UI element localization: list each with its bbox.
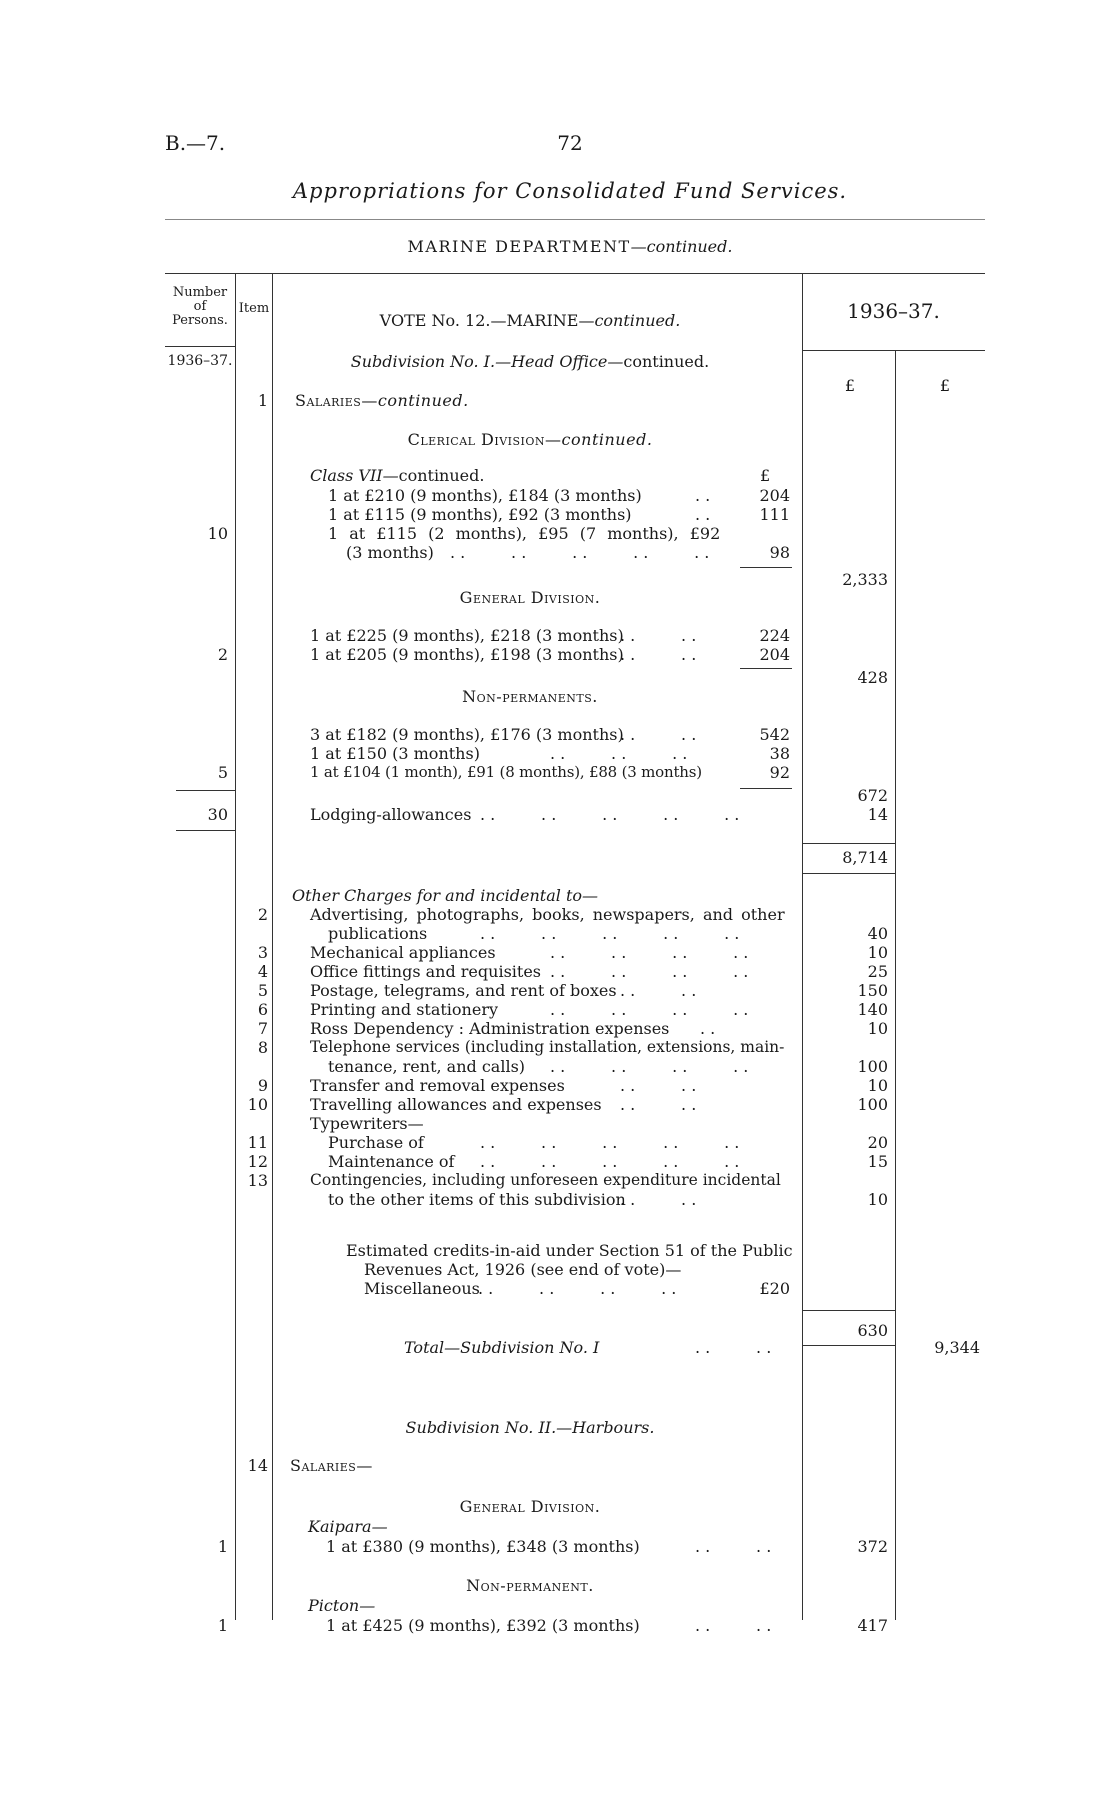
non-permanents-heading: Non-permanents. bbox=[462, 687, 598, 706]
subdivision-2-heading: Subdivision No. II.—Harbours. bbox=[405, 1418, 655, 1437]
year-header-rule bbox=[802, 350, 985, 351]
nonperm-row: 1 at £150 (3 months) . . . . . . 38 bbox=[310, 744, 790, 763]
credits-line-1: Estimated credits-in-aid under Section 51 of the Public bbox=[346, 1241, 793, 1260]
other-charge-row: publications . . . . . . . . . . 40 bbox=[328, 924, 888, 943]
nonperm-subtotal-rule bbox=[740, 788, 792, 789]
clerical-division-heading: Clerical Division—continued. bbox=[407, 430, 653, 449]
subdivision-1-total-row: Total—Subdivision No. I . . . . 9,344 bbox=[404, 1338, 980, 1357]
other-charge-row: 8 Telephone services (including installation, extensions, main- bbox=[257, 1038, 785, 1057]
other-charge-row: 9 Transfer and removal expenses . . . . 10 bbox=[257, 1076, 888, 1095]
other-total-rule bbox=[802, 1310, 895, 1311]
nonperm-row: 3 at £182 (9 months), £176 (3 months) . . . . 542 bbox=[310, 725, 790, 744]
harbours-non-permanent-heading: Non-permanent. bbox=[466, 1576, 594, 1595]
other-charge-row: 4 Office fittings and requisites . . . . . . . . 25 bbox=[257, 962, 888, 981]
other-charges-total: 630 bbox=[857, 1321, 888, 1340]
harbours-general-division-heading: General Division. bbox=[459, 1497, 601, 1516]
persons-header: Number of Persons. bbox=[172, 285, 228, 328]
clerical-row: (3 months) . . . . . . . . . . 98 bbox=[346, 543, 790, 562]
pound-header-1: £ bbox=[844, 376, 856, 395]
general-subtotal-rule bbox=[740, 668, 792, 669]
persons-total-rule bbox=[176, 790, 235, 791]
clerical-subtotal-rule bbox=[740, 567, 792, 568]
nonperm-row: 5 1 at £104 (1 month), £91 (8 months), £88 (3 months) 92 bbox=[217, 763, 790, 782]
other-charge-row: 7 Ross Dependency : Administration expenses . . 10 bbox=[257, 1019, 888, 1038]
other-charge-row: 3 Mechanical appliances . . . . . . . . 10 bbox=[257, 943, 888, 962]
persons-year: 1936–37. bbox=[167, 353, 233, 369]
salaries-row: 1 Salaries—continued. bbox=[257, 391, 469, 410]
other-charge-row: to the other items of this subdivision . . . . 10 bbox=[328, 1190, 888, 1209]
other-charge-row: 6 Printing and stationery . . . . . . . . 140 bbox=[257, 1000, 888, 1019]
clerical-row: 1 at £210 (9 months), £184 (3 months) . . 204 bbox=[328, 486, 790, 505]
persons-bottom-rule bbox=[176, 830, 235, 831]
pound-header-2: £ bbox=[939, 376, 951, 395]
page-number: 72 bbox=[557, 131, 583, 155]
clerical-row: 1 at £115 (9 months), £92 (3 months) . . 111 bbox=[328, 505, 790, 524]
general-row: 2 1 at £205 (9 months), £198 (3 months) . . . . 204 bbox=[217, 645, 790, 664]
other-charge-row: 5 Postage, telegrams, and rent of boxes . . . . 150 bbox=[257, 981, 888, 1000]
pound-sign: £ bbox=[760, 466, 771, 485]
salaries-total-rule-top bbox=[802, 843, 895, 844]
harbours-salaries-row: 14 Salaries— bbox=[247, 1456, 373, 1475]
title-rule bbox=[165, 219, 985, 220]
lodging-row: 30 Lodging-allowances . . . . . . . . . . 14 bbox=[207, 805, 888, 824]
document-code: B.—7. bbox=[165, 131, 226, 155]
other-charge-row: 11 Purchase of . . . . . . . . . . 20 bbox=[247, 1133, 888, 1152]
clerical-row: 10 1 at £115 (2 months), £95 (7 months), £92 bbox=[207, 524, 721, 543]
other-charge-row: 2 Advertising, photographs, books, newspapers, and other bbox=[257, 905, 785, 924]
clerical-total: 2,333 bbox=[842, 570, 888, 589]
year-header: 1936–37. bbox=[847, 299, 940, 323]
other-charges-heading: Other Charges for and incidental to— bbox=[292, 886, 599, 905]
other-charge-row: 10 Travelling allowances and expenses . . . . 100 bbox=[247, 1095, 888, 1114]
picton-row: 1 1 at £425 (9 months), £392 (3 months) . . . . 417 bbox=[217, 1616, 888, 1635]
salaries-total-rule-bottom bbox=[802, 873, 895, 874]
credits-row: Miscellaneous . . . . . . . . £20 bbox=[364, 1279, 790, 1298]
credits-line-2: Revenues Act, 1926 (see end of vote)— bbox=[364, 1260, 682, 1279]
kaipara-row: 1 1 at £380 (9 months), £348 (3 months) . . . . 372 bbox=[217, 1537, 888, 1556]
class-vii-label: Class VII—continued. bbox=[310, 466, 485, 485]
general-row: 1 at £225 (9 months), £218 (3 months) . . . . 224 bbox=[310, 626, 790, 645]
table-top-rule bbox=[165, 273, 985, 274]
general-division-heading: General Division. bbox=[459, 588, 601, 607]
other-charge-row: 12 Maintenance of . . . . . . . . . . 15 bbox=[247, 1152, 888, 1171]
page-title: Appropriations for Consolidated Fund Services. bbox=[292, 179, 848, 203]
persons-header-rule bbox=[165, 346, 235, 347]
general-total: 428 bbox=[857, 668, 888, 687]
vote-header: VOTE No. 12.—MARINE—continued. bbox=[379, 311, 681, 330]
kaipara-label: Kaipara— bbox=[308, 1517, 388, 1536]
other-charge-row: 13 Contingencies, including unforeseen expenditure incidental bbox=[247, 1171, 781, 1190]
subdivision-1-heading: Subdivision No. I.—Head Office—continued. bbox=[350, 352, 710, 371]
department-heading: MARINE DEPARTMENT—continued. bbox=[407, 237, 733, 256]
other-charge-row: tenance, rent, and calls) . . . . . . . . 100 bbox=[328, 1057, 888, 1076]
picton-label: Picton— bbox=[308, 1596, 376, 1615]
other-charge-row: Typewriters— bbox=[310, 1114, 424, 1133]
salaries-total: 8,714 bbox=[842, 848, 888, 867]
nonperm-total: 672 bbox=[857, 786, 888, 805]
item-header: Item bbox=[238, 301, 270, 316]
